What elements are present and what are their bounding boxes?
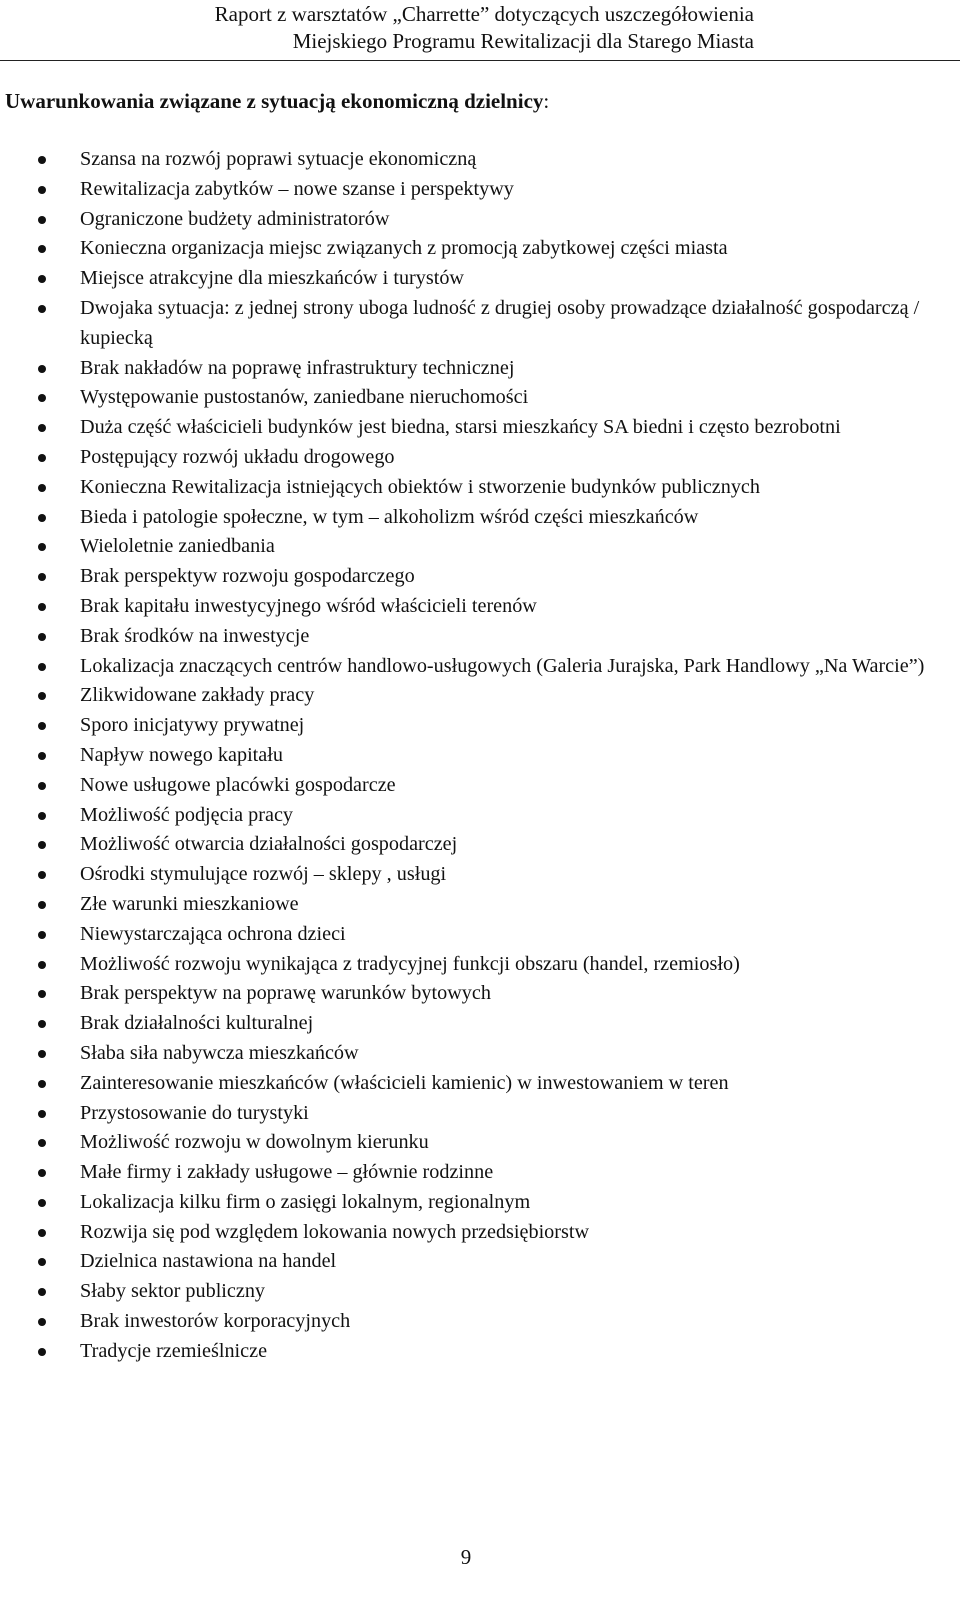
bullet-dot-icon <box>38 1110 46 1118</box>
bullet-dot-icon <box>38 1169 46 1177</box>
list-item <box>0 294 950 354</box>
bullet-dot-icon <box>38 871 46 879</box>
bullet-dot-icon <box>38 901 46 909</box>
list-item-text: Sporo inicjatywy prywatnej <box>80 714 305 737</box>
section-heading-text: Uwarunkowania związane z sytuacją ekonomiczną dzielnicy <box>5 89 544 113</box>
list-item-text: Brak kapitału inwestycyjnego wśród właścicieli terenów <box>80 594 537 617</box>
bullet-dot-icon <box>38 1348 46 1356</box>
list-item-text: Miejsce atrakcyjne dla mieszkańców i turystów <box>80 267 464 290</box>
list-item <box>0 860 950 890</box>
bullet-dot-icon <box>38 931 46 939</box>
list-item-text: Złe warunki mieszkaniowe <box>80 892 299 915</box>
list-item <box>0 1009 950 1039</box>
list-item <box>0 1247 950 1277</box>
list-item <box>0 1158 950 1188</box>
bullet-dot-icon <box>38 722 46 730</box>
list-item <box>0 681 950 711</box>
list-item <box>0 145 950 175</box>
list-item-text: Możliwość podjęcia pracy <box>80 803 294 826</box>
bullet-dot-icon <box>38 1229 46 1237</box>
list-item-text: Rozwija się pod względem lokowania nowych przedsiębiorstw <box>80 1220 590 1243</box>
list-item-text: Nowe usługowe placówki gospodarcze <box>80 773 396 796</box>
list-item-text: Lokalizacja kilku firm o zasięgi lokalnym, regionalnym <box>80 1190 531 1213</box>
list-item-text: Ograniczone budżety administratorów <box>80 207 390 230</box>
list-item <box>0 264 950 294</box>
bullet-dot-icon <box>38 1139 46 1147</box>
list-item <box>0 1128 950 1158</box>
list-item <box>0 532 950 562</box>
list-item <box>0 979 950 1009</box>
list-item-text: Zainteresowanie mieszkańców (właścicieli kamienic) w inwestowaniem w teren <box>80 1071 729 1094</box>
list-item-text: Dzielnica nastawiona na handel <box>80 1250 337 1273</box>
bullet-dot-icon <box>38 782 46 790</box>
list-item <box>0 1188 950 1218</box>
list-item-text: Konieczna organizacja miejsc związanych z promocją zabytkowej części miasta <box>80 237 728 260</box>
list-item-text: Ośrodki stymulujące rozwój – sklepy , usługi <box>80 863 447 886</box>
list-item-text: Bieda i patologie społeczne, w tym – alkoholizm wśród części mieszkańców <box>80 505 699 528</box>
header-title-line-2: Miejskiego Programu Rewitalizacji dla Starego Miasta <box>292 29 754 53</box>
bullet-dot-icon <box>38 245 46 253</box>
bullet-dot-icon <box>38 1288 46 1296</box>
bullet-dot-icon <box>38 1050 46 1058</box>
bullet-dot-icon <box>38 573 46 581</box>
list-item <box>0 622 950 652</box>
bullet-dot-icon <box>38 514 46 522</box>
page-header <box>0 0 960 62</box>
bullet-dot-icon <box>38 603 46 611</box>
list-item-text: Niewystarczająca ochrona dzieci <box>80 922 346 945</box>
bullet-dot-icon <box>38 752 46 760</box>
bullet-dot-icon <box>38 543 46 551</box>
list-item <box>0 413 950 443</box>
list-item-text: Tradycje rzemieślnicze <box>80 1339 268 1362</box>
list-item-text: Konieczna Rewitalizacja istniejących obiektów i stworzenie budynków publicznych <box>80 475 760 498</box>
list-item <box>0 771 950 801</box>
bullet-dot-icon <box>38 633 46 641</box>
page-number: 9 <box>460 1545 472 1569</box>
list-item-text: Słaba siła nabywcza mieszkańców <box>80 1041 359 1064</box>
list-item-text: Słaby sektor publiczny <box>80 1280 266 1303</box>
bullet-dot-icon <box>38 1258 46 1266</box>
bullet-dot-icon <box>38 1020 46 1028</box>
list-item-text: Przystosowanie do turystyki <box>80 1101 309 1124</box>
bullet-dot-icon <box>38 305 46 313</box>
list-item-text: Występowanie pustostanów, zaniedbane nieruchomości <box>80 386 529 409</box>
bullet-dot-icon <box>38 1318 46 1326</box>
header-title-line-1: Raport z warsztatów „Charrette” dotyczących uszczegółowienia <box>214 2 754 26</box>
list-item <box>0 652 950 682</box>
section-heading-colon: : <box>543 89 550 113</box>
list-item <box>0 1069 950 1099</box>
list-item <box>0 950 950 980</box>
list-item <box>0 890 950 920</box>
list-item <box>0 354 950 384</box>
bullet-dot-icon <box>38 186 46 194</box>
list-item-text: Możliwość otwarcia działalności gospodarczej <box>80 833 458 856</box>
list-item-text: Brak perspektyw rozwoju gospodarczego <box>80 565 415 588</box>
list-item-text: Zlikwidowane zakłady pracy <box>80 684 315 707</box>
list-item-text: Możliwość rozwoju wynikająca z tradycyjnej funkcji obszaru (handel, rzemiosło) <box>80 952 740 975</box>
list-item-text: Brak środków na inwestycje <box>80 624 310 647</box>
bullet-dot-icon <box>38 424 46 432</box>
list-item <box>0 443 950 473</box>
bullet-dot-icon <box>38 990 46 998</box>
list-item-text: Dwojaka sytuacja: z jednej strony uboga ludność z drugiej osoby prowadzące działalność gospodarczą / kupiecką <box>80 296 920 349</box>
list-item-text: Postępujący rozwój układu drogowego <box>80 445 395 468</box>
list-item <box>0 473 950 503</box>
list-item <box>0 1218 950 1248</box>
list-item <box>0 562 950 592</box>
bullet-dot-icon <box>38 156 46 164</box>
list-item <box>0 920 950 950</box>
list-item <box>0 592 950 622</box>
list-item-text: Brak perspektyw na poprawę warunków bytowych <box>80 982 491 1005</box>
list-item <box>0 830 950 860</box>
list-item <box>0 1337 950 1367</box>
list-item-text: Małe firmy i zakłady usługowe – głównie rodzinne <box>80 1161 494 1184</box>
list-item <box>0 205 950 235</box>
section-heading <box>5 86 549 116</box>
header-divider <box>0 60 960 61</box>
list-item <box>0 711 950 741</box>
list-item-text: Brak działalności kulturalnej <box>80 1012 314 1035</box>
list-item-text: Duża część właścicieli budynków jest biedna, starsi mieszkańcy SA biedni i często bezrobotni <box>80 416 841 439</box>
list-item <box>0 1099 950 1129</box>
list-item-text: Rewitalizacja zabytków – nowe szanse i perspektywy <box>80 177 514 200</box>
list-item-text: Napływ nowego kapitału <box>80 743 283 766</box>
bullet-dot-icon <box>38 812 46 820</box>
bullet-list <box>0 145 960 1367</box>
bullet-dot-icon <box>38 394 46 402</box>
list-item-text: Brak inwestorów korporacyjnych <box>80 1310 351 1333</box>
list-item-text: Brak nakładów na poprawę infrastruktury technicznej <box>80 356 515 379</box>
list-item-text: Wieloletnie zaniedbania <box>80 535 275 558</box>
bullet-dot-icon <box>38 216 46 224</box>
list-item <box>0 1039 950 1069</box>
list-item <box>0 741 950 771</box>
list-item <box>0 1307 950 1337</box>
list-item <box>0 383 950 413</box>
list-item-text: Lokalizacja znaczących centrów handlowo-usługowych (Galeria Jurajska, Park Handlowy „Na Warcie”) <box>80 654 925 677</box>
bullet-dot-icon <box>38 841 46 849</box>
list-item <box>0 801 950 831</box>
bullet-dot-icon <box>38 663 46 671</box>
list-item <box>0 234 950 264</box>
bullet-dot-icon <box>38 365 46 373</box>
list-item-text: Szansa na rozwój poprawi sytuacje ekonomiczną <box>80 148 477 170</box>
bullet-dot-icon <box>38 1080 46 1088</box>
bullet-dot-icon <box>38 692 46 700</box>
list-item <box>0 503 950 533</box>
list-item-text: Możliwość rozwoju w dowolnym kierunku <box>80 1131 429 1154</box>
bullet-dot-icon <box>38 454 46 462</box>
bullet-dot-icon <box>38 1199 46 1207</box>
bullet-dot-icon <box>38 961 46 969</box>
list-item <box>0 1277 950 1307</box>
list-item <box>0 175 950 205</box>
bullet-dot-icon <box>38 484 46 492</box>
bullet-dot-icon <box>38 275 46 283</box>
